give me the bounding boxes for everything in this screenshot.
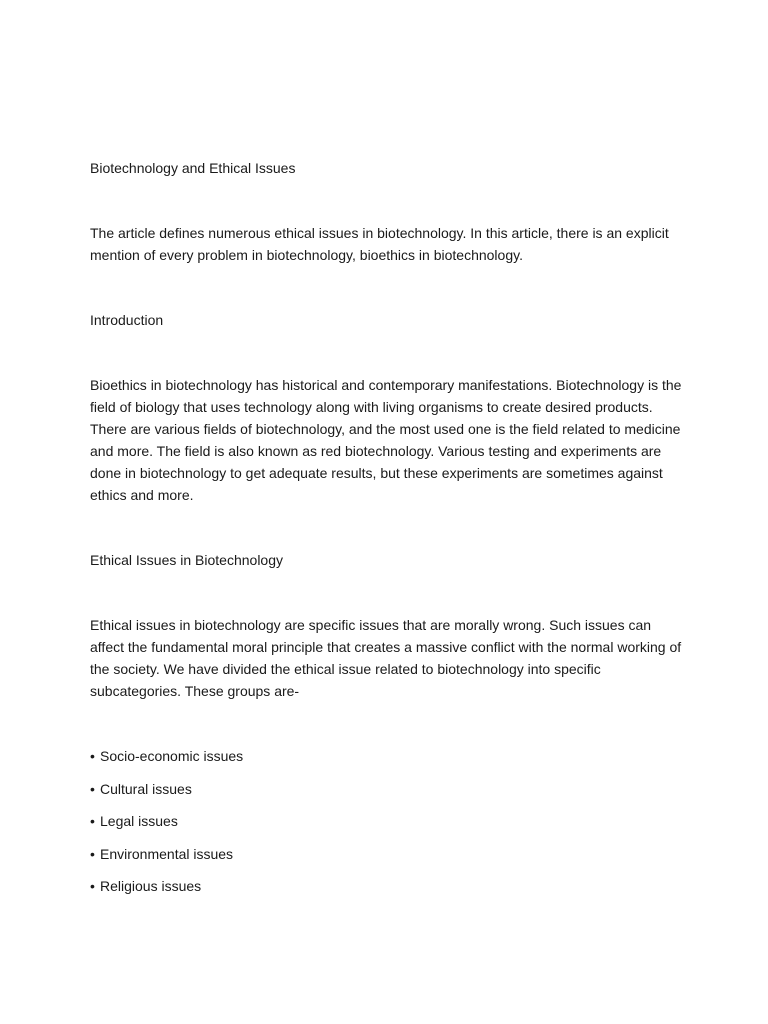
list-item	[90, 875, 682, 897]
bullet-icon: •	[90, 780, 95, 797]
list-item-label: Cultural issues	[100, 780, 192, 797]
list-item-label: Religious issues	[100, 878, 202, 894]
list-item-label: Environmental issues	[100, 845, 234, 862]
document-title: Biotechnology and Ethical Issues	[90, 160, 296, 176]
list-item	[90, 745, 682, 767]
ethical-issues-paragraph: Ethical issues in biotechnology are specific issues that are morally wrong. Such issues can affect the fundamental moral principle that creates a massive conflict with the normal working of the society. We have divided the ethical issue related to biotechnology into specific subcategories. These groups are-	[90, 617, 682, 699]
list-item	[90, 810, 682, 832]
list-item-label: Legal issues	[100, 813, 178, 829]
ethical-issues-heading: Ethical Issues in Biotechnology	[90, 552, 283, 568]
introduction-heading: Introduction	[90, 312, 164, 328]
document-page	[90, 157, 682, 908]
list-item-label: Socio-economic issues	[100, 748, 244, 764]
bullet-icon: •	[90, 748, 95, 764]
bullet-icon: •	[90, 878, 95, 894]
bullet-icon: •	[90, 813, 95, 829]
issues-list	[90, 745, 682, 897]
bullet-icon: •	[90, 845, 95, 862]
abstract-paragraph: The article defines numerous ethical issues in biotechnology. In this article, there is an explicit mention of every problem in biotechnology, bioethics in biotechnology.	[90, 225, 669, 263]
introduction-paragraph: Bioethics in biotechnology has historical and contemporary manifestations. Biotechnology is the field of biology that uses technology along with living organisms to create desired products. There are various fields of biotechnology, and the most used one is the field related to medicine and more. The field is also known as red biotechnology. Various testing and experiments are done in biotechnology to get adequate results, but these experiments are sometimes against ethics and more.	[90, 377, 682, 503]
list-item	[90, 778, 682, 800]
list-item	[90, 843, 682, 865]
